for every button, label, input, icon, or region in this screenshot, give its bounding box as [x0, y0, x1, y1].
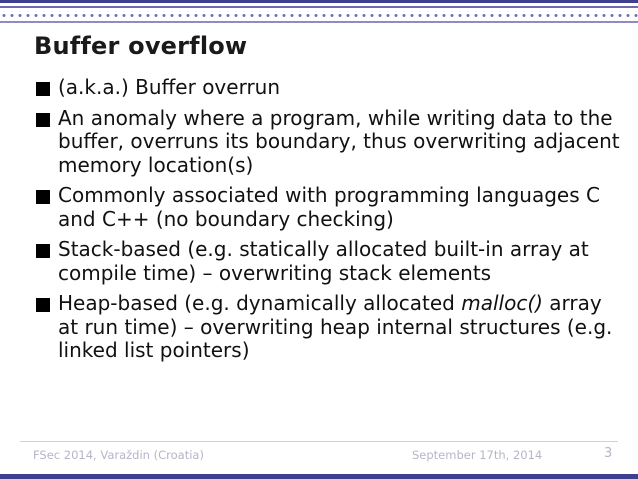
bullet-text-emphasis: malloc(): [461, 291, 543, 315]
bullet-text: (a.k.a.) Buffer overrun: [58, 75, 281, 99]
bullet-item: [36, 107, 626, 178]
header-decoration: [0, 0, 638, 24]
bullet-item: [36, 76, 626, 100]
bullet-item: [36, 292, 626, 363]
slide-title: Buffer overflow: [34, 32, 248, 60]
bullet-text: An anomaly where a program, while writing data to the buffer, overruns its boundary, thus overwriting adjacent memory location(s): [58, 105, 620, 177]
bullet-item: [36, 238, 626, 285]
bullet-square-icon: [36, 298, 50, 312]
bullet-square-icon: [36, 190, 50, 204]
header-stripe: [0, 6, 638, 8]
bullet-square-icon: [36, 113, 50, 127]
bullet-text: Stack-based (e.g. statically allocated built-in array at compile time) – overwriting stack elements: [58, 237, 589, 285]
header-stripe: [0, 0, 638, 3]
bullet-square-icon: [36, 244, 50, 258]
bullet-square-icon: [36, 82, 50, 96]
footer-date: September 17th, 2014: [412, 448, 543, 462]
header-stripe: [0, 21, 638, 23]
bullet-text-prefix: Heap-based (e.g. dynamically allocated: [58, 291, 462, 315]
bullet-text: Commonly associated with programming languages C and C++ (no boundary checking): [58, 183, 600, 231]
page-number: 3: [604, 446, 613, 461]
bullet-item: [36, 184, 626, 231]
bullet-list: [36, 76, 626, 370]
footer-stripe: [0, 474, 638, 479]
bullet-text-suffix: array at run time) – overwriting heap internal structures (e.g. linked list pointers): [58, 291, 613, 362]
header-dot-pattern: [0, 13, 638, 18]
footer-divider: [20, 441, 618, 442]
footer-event: FSec 2014, Varaždin (Croatia): [33, 448, 204, 462]
